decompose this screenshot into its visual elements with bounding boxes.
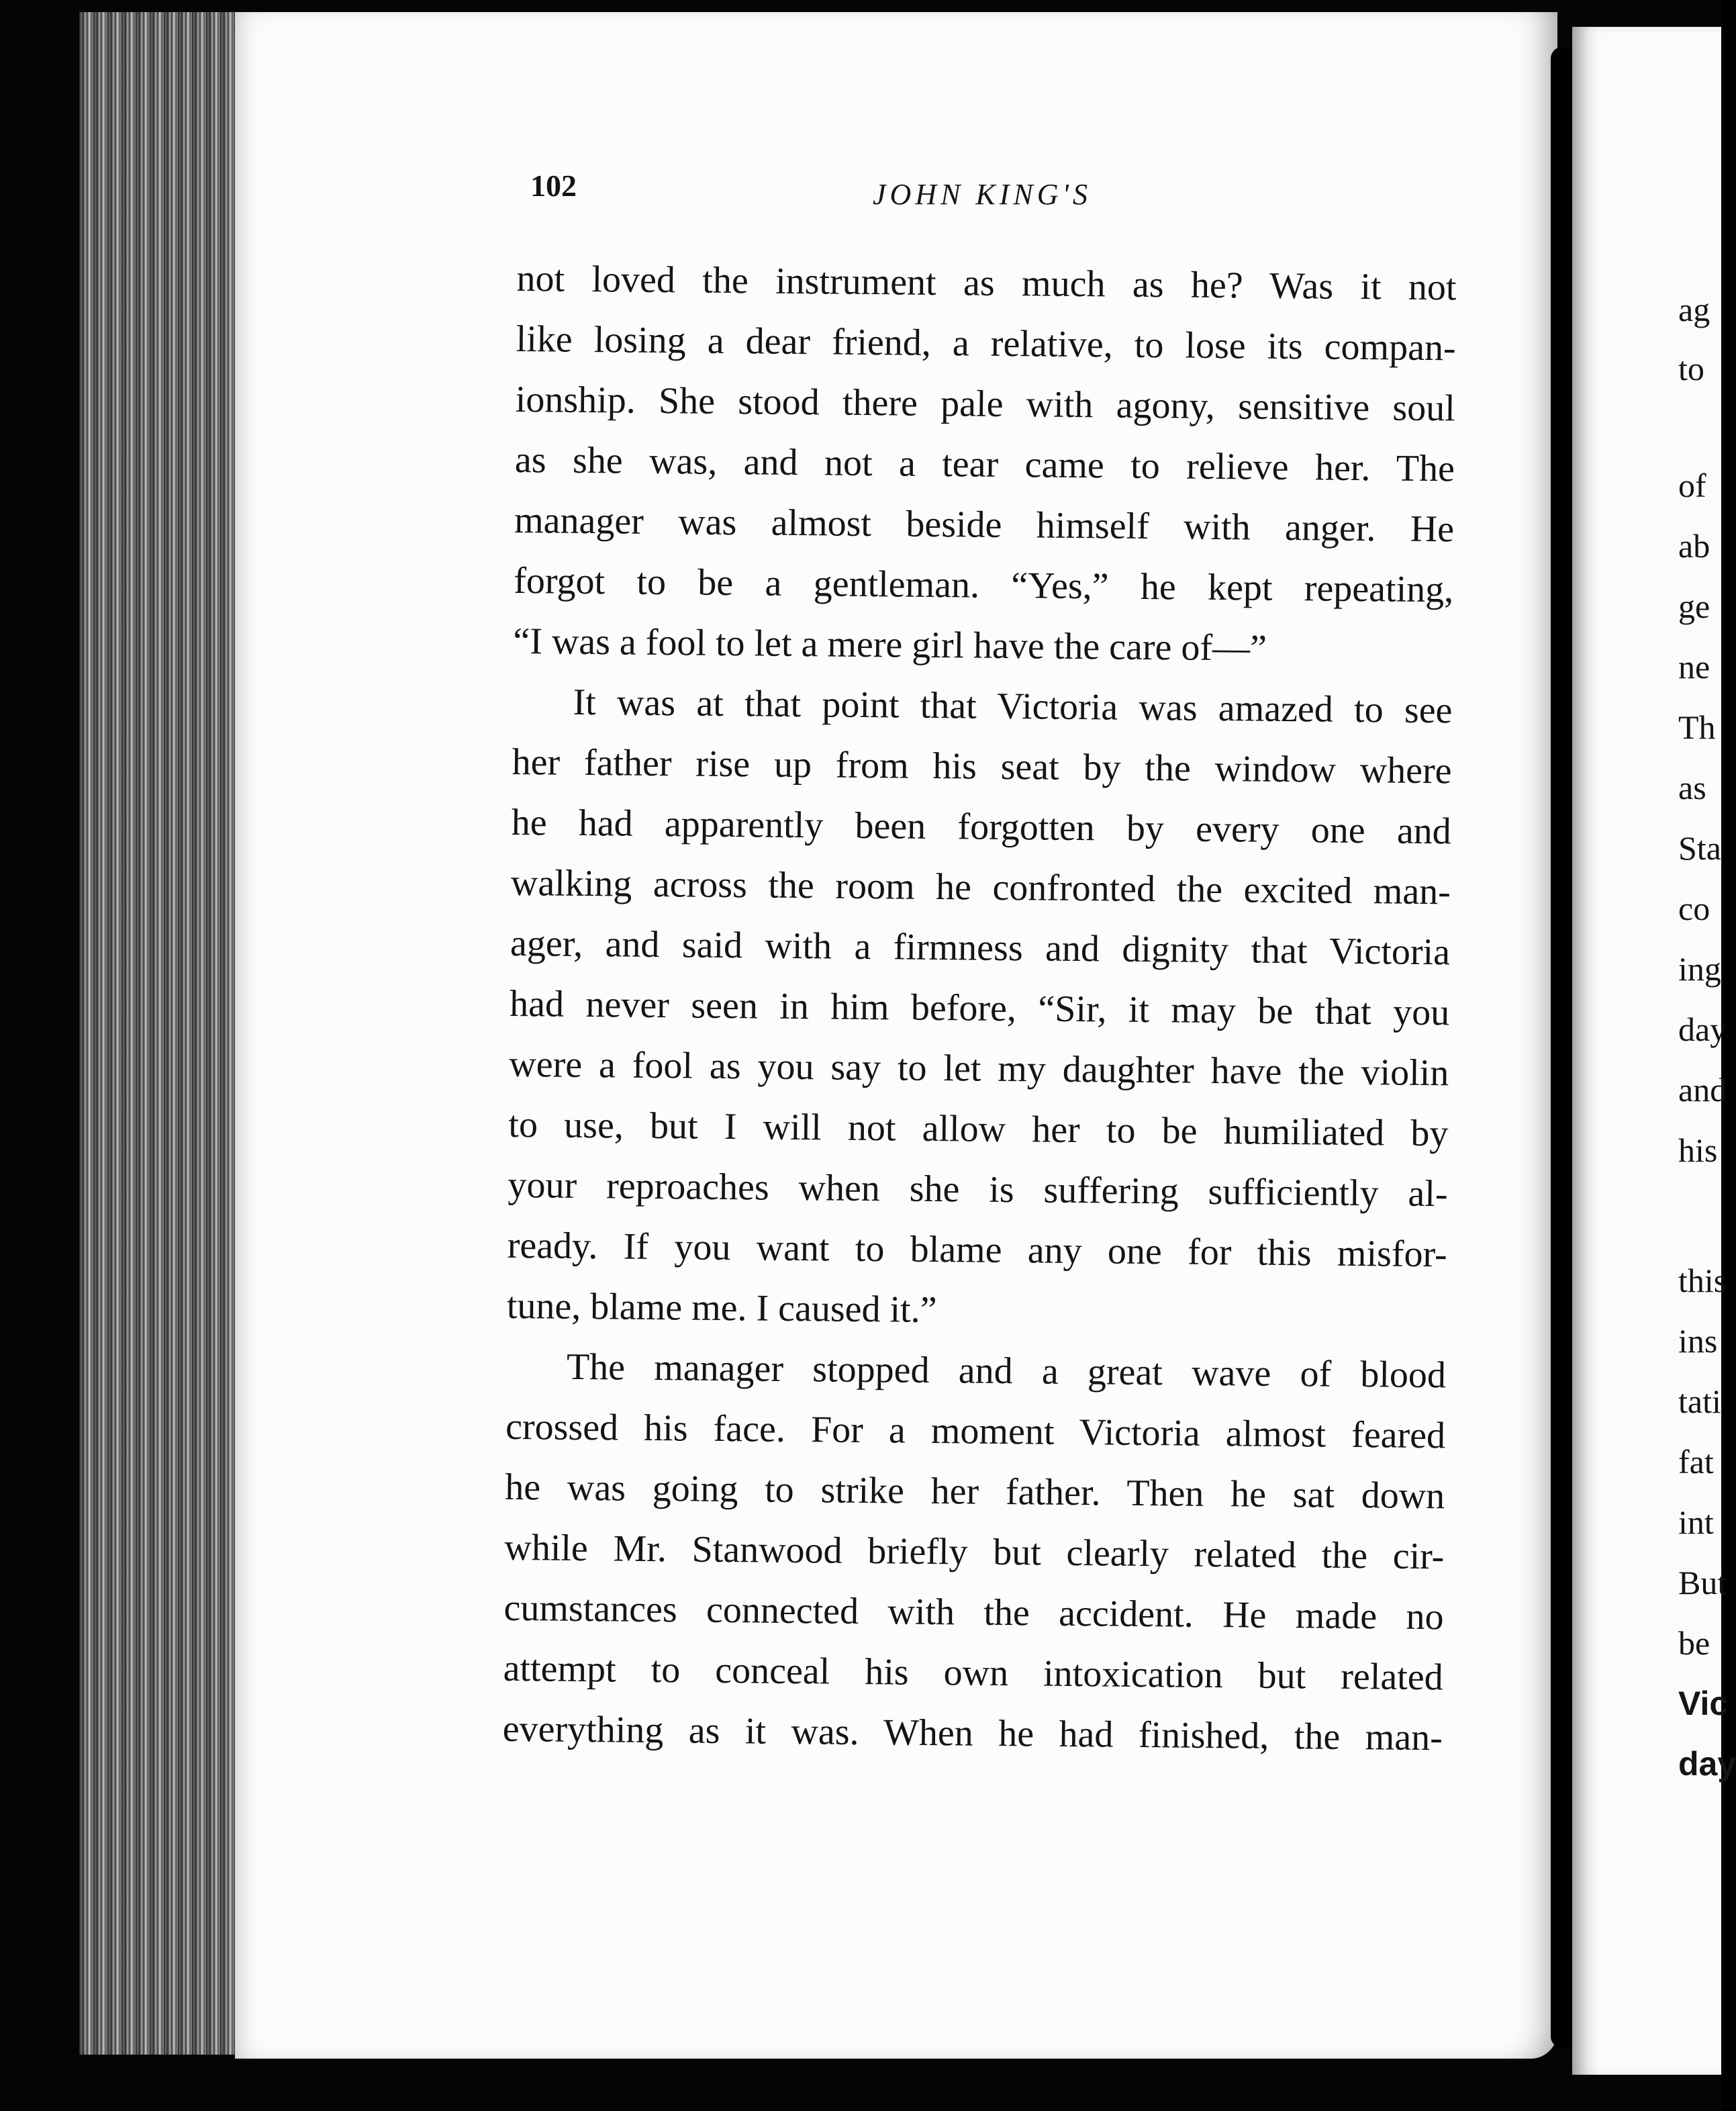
right-page-fragment: of bbox=[1678, 467, 1706, 504]
text-line: ager, and said with a firmness and dignity that Victoria bbox=[510, 922, 1451, 974]
text-line: cumstances connected with the accident. He made no bbox=[503, 1587, 1444, 1638]
body-text bbox=[502, 248, 1457, 1768]
right-page-fragment: int bbox=[1678, 1503, 1714, 1541]
right-page-fragment: fat bbox=[1678, 1443, 1714, 1481]
text-line: like losing a dear friend, a relative, to lose its compan- bbox=[516, 318, 1456, 369]
running-head: JOHN KING'S bbox=[873, 178, 1092, 211]
text-line: he had apparently been forgotten by every one and bbox=[511, 801, 1452, 853]
right-page-fragment: his bbox=[1678, 1131, 1718, 1169]
text-line: The manager stopped and a great wave of blood bbox=[566, 1346, 1447, 1397]
right-page-fragment: day bbox=[1678, 1745, 1736, 1783]
right-page-fragment: But bbox=[1678, 1564, 1727, 1601]
right-page-fragment: ins bbox=[1678, 1322, 1718, 1360]
right-page-fragment: be bbox=[1678, 1624, 1710, 1662]
text-line: ready. If you want to blame any one for this misfor- bbox=[507, 1224, 1447, 1276]
right-page-text bbox=[1678, 0, 1736, 2111]
text-line: It was at that point that Victoria was amazed to see bbox=[573, 681, 1453, 732]
text-line: while Mr. Stanwood briefly but clearly related the cir- bbox=[504, 1526, 1445, 1578]
page-number: 102 bbox=[530, 169, 577, 203]
right-page-fragment: ing bbox=[1678, 950, 1721, 988]
text-line: your reproaches when she is suffering sufficiently al- bbox=[508, 1164, 1448, 1215]
text-line: had never seen in him before, “Sir, it may be that you bbox=[509, 982, 1450, 1034]
right-page-fragment: ge bbox=[1678, 588, 1710, 625]
text-line: tune, blame me. I caused it.” bbox=[506, 1284, 937, 1331]
right-page-fragment: as bbox=[1678, 769, 1706, 806]
text-line: ionship. She stood there pale with agony, sensitive soul bbox=[515, 378, 1456, 430]
text-line: manager was almost beside himself with anger. He bbox=[514, 499, 1455, 551]
page-edges bbox=[79, 12, 236, 2055]
text-line: walking across the room he confronted the excited man- bbox=[510, 861, 1451, 913]
text-line: were a fool as you say to let my daughter have the violin bbox=[509, 1043, 1449, 1094]
text-line: not loved the instrument as much as he? Was it not bbox=[516, 257, 1457, 309]
right-page-fragment: day bbox=[1678, 1011, 1727, 1048]
text-line: forgot to be a gentleman. “Yes,” he kept repeating, bbox=[513, 559, 1454, 611]
right-page-fragment: Vic bbox=[1678, 1685, 1729, 1722]
book-gutter bbox=[1551, 47, 1574, 2048]
right-page-fragment: to bbox=[1678, 350, 1704, 387]
text-line: her father rise up from his seat by the window where bbox=[512, 741, 1452, 792]
right-page-fragment: ne bbox=[1678, 648, 1710, 686]
text-line: to use, but I will not allow her to be humiliated by bbox=[508, 1103, 1449, 1155]
text-line: everything as it was. When he had finished, the man- bbox=[502, 1707, 1443, 1759]
text-line: crossed his face. For a moment Victoria almost feared bbox=[505, 1405, 1446, 1457]
right-page-fragment: tati bbox=[1678, 1382, 1721, 1420]
text-line: as she was, and not a tear came to relieve her. The bbox=[514, 438, 1455, 490]
right-page-fragment: ab bbox=[1678, 527, 1710, 565]
right-page-fragment: ag bbox=[1678, 291, 1710, 328]
right-page-fragment: this bbox=[1678, 1262, 1727, 1299]
right-page-fragment: and bbox=[1678, 1071, 1727, 1109]
text-line: “I was a fool to let a mere girl have the care of—” bbox=[513, 620, 1267, 669]
right-page-fragment: Th bbox=[1678, 708, 1716, 746]
right-page-fragment: Sta bbox=[1678, 829, 1721, 867]
text-line: he was going to strike her father. Then he sat down bbox=[504, 1466, 1445, 1517]
right-page-fragment: co bbox=[1678, 890, 1710, 927]
text-line: attempt to conceal his own intoxication but related bbox=[503, 1647, 1443, 1699]
